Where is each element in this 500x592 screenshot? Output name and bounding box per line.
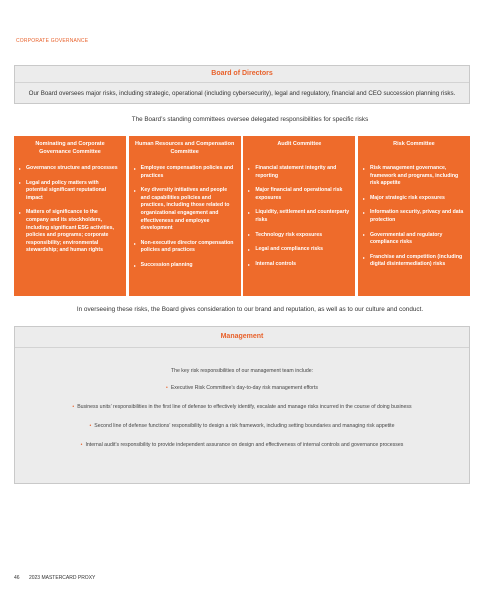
committee-risk bbox=[358, 136, 470, 296]
committee-title: Risk Committee bbox=[393, 141, 435, 147]
committee-item: Liquidity, settlement and counterparty risks bbox=[248, 209, 350, 224]
bullet-icon: • bbox=[72, 404, 75, 410]
management-list bbox=[15, 385, 469, 448]
committee-item: Franchise and competition (including digital disintermediation) risks bbox=[363, 254, 465, 269]
committee-item: Legal and compliance risks bbox=[248, 246, 350, 254]
committee-item: Legal and policy matters with potential significant reputational impact bbox=[19, 180, 121, 203]
committees-row bbox=[14, 136, 470, 296]
committee-list bbox=[363, 165, 465, 269]
bullet-icon: • bbox=[80, 442, 83, 448]
bullet-icon: • bbox=[166, 385, 168, 391]
management-title: Management bbox=[15, 327, 469, 348]
committee-title: Human Resources and Compensation Committee bbox=[134, 141, 235, 155]
management-item bbox=[15, 442, 469, 448]
committee-title: Nominating and Corporate Governance Committee bbox=[35, 141, 105, 155]
management-item-text: Business units’ responsibilities in the first line of defense to effectively identify, escalate and manage risks incurred in the course of doing business bbox=[77, 404, 412, 410]
management-box bbox=[14, 326, 470, 484]
committee-item: Major financial and operational risk exposures bbox=[248, 187, 350, 202]
committee-title: Audit Committee bbox=[277, 141, 322, 147]
committee-item: Matters of significance to the company and its stockholders, including significant ESG activities, policies and programs; corporate responsibility; environmental stewardship; and human rights bbox=[19, 209, 121, 255]
page-footer bbox=[14, 575, 95, 581]
board-title: Board of Directors bbox=[15, 66, 469, 83]
committee-item: Key diversity initiatives and people and capabilities policies and practices, including those related to organizational engagement and effectiveness and employee development bbox=[134, 187, 236, 233]
overseeing-text: In overseeing these risks, the Board gives consideration to our brand and reputation, as well as to our culture and conduct. bbox=[76, 306, 424, 313]
management-item-text: Executive Risk Committee’s day-to-day risk management efforts bbox=[170, 385, 318, 391]
management-intro: The key risk responsibilities of our management team include: bbox=[170, 368, 314, 374]
committee-item: Financial statement integrity and reporting bbox=[248, 165, 350, 180]
bullet-icon: • bbox=[89, 423, 92, 429]
section-label: CORPORATE GOVERNANCE bbox=[16, 38, 89, 44]
management-item-text: Second line of defense functions’ responsibility to design a risk framework, including setting boundaries and managing risk appetite bbox=[94, 423, 395, 429]
page-number: 46 bbox=[14, 575, 20, 581]
management-item bbox=[15, 385, 469, 391]
committee-list bbox=[248, 165, 350, 268]
committee-item: Employee compensation policies and practices bbox=[134, 165, 236, 180]
committee-audit bbox=[243, 136, 355, 296]
board-of-directors-box bbox=[14, 65, 470, 104]
document-title: 2023 MASTERCARD PROXY bbox=[28, 575, 96, 581]
committee-item: Internal controls bbox=[248, 261, 350, 269]
standing-committees-text: The Board’s standing committees oversee delegated responsibilities for specific risks bbox=[131, 116, 369, 123]
committee-nominating-governance bbox=[14, 136, 126, 296]
committee-item: Major strategic risk exposures bbox=[363, 195, 465, 203]
board-description: Our Board oversees major risks, including strategic, operational (including cybersecurity), legal and regulatory, financial and CEO succession planning risks. bbox=[28, 90, 456, 97]
committee-list bbox=[134, 165, 236, 270]
committee-hr-compensation bbox=[129, 136, 241, 296]
committee-item: Risk management governance, framework and programs, including risk appetite bbox=[363, 165, 465, 188]
management-item-text: Internal audit’s responsibility to provide independent assurance on design and effectiveness of internal controls and governance processes bbox=[85, 442, 404, 448]
committee-item: Governmental and regulatory compliance risks bbox=[363, 232, 465, 247]
committee-item: Technology risk exposures bbox=[248, 232, 350, 240]
committee-item: Non-executive director compensation policies and practices bbox=[134, 240, 236, 255]
committee-item: Governance structure and processes bbox=[19, 165, 121, 173]
committee-list bbox=[19, 165, 121, 255]
committee-item: Information security, privacy and data protection bbox=[363, 209, 465, 224]
management-item bbox=[15, 404, 469, 410]
management-item bbox=[15, 423, 469, 429]
committee-item: Succession planning bbox=[134, 262, 236, 270]
